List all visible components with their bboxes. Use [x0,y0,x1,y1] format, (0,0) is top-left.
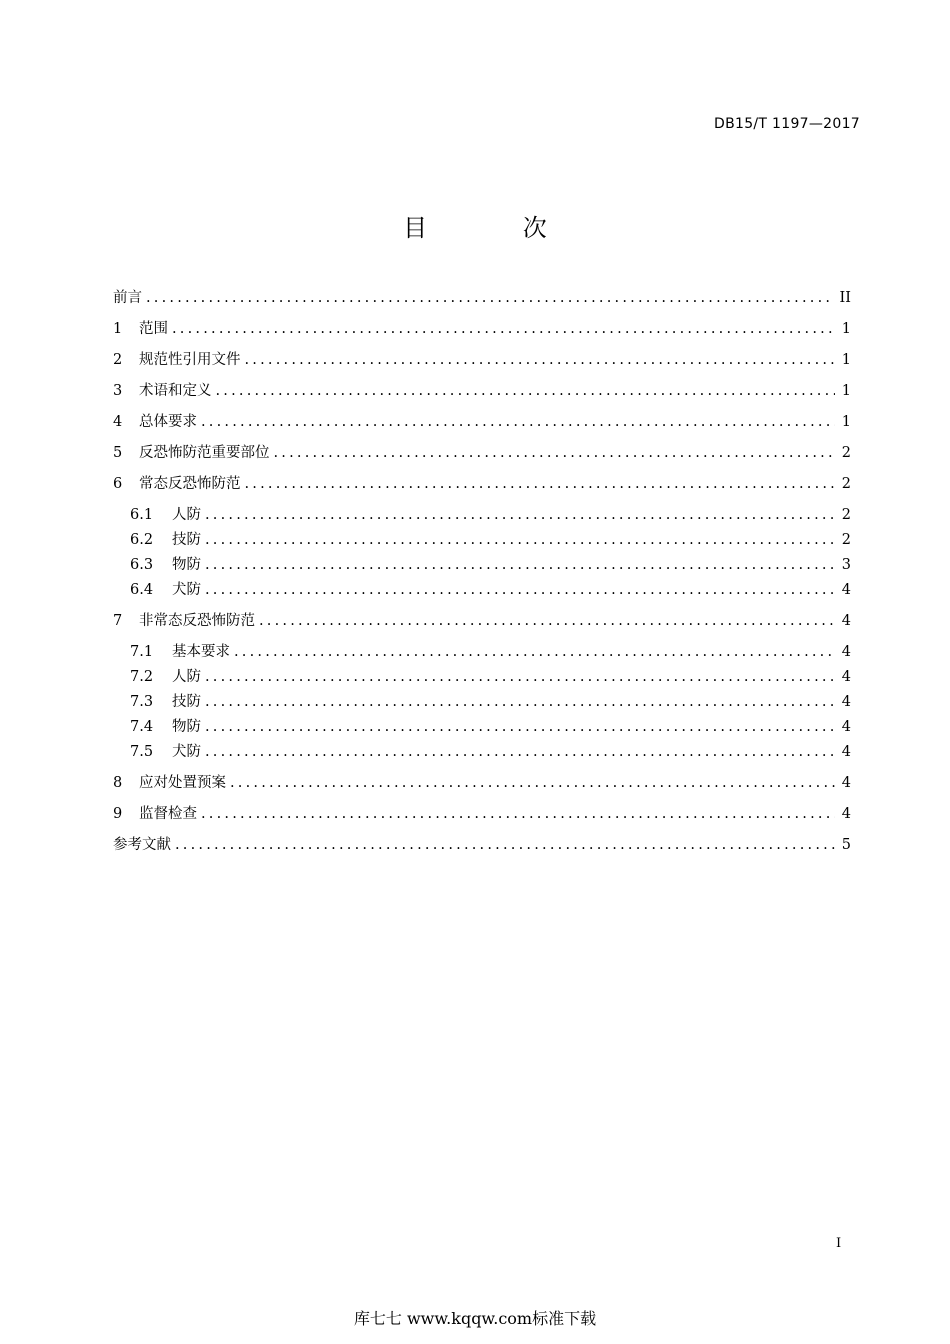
toc-dot-leader [259,611,835,631]
toc-entry[interactable] [113,319,851,339]
page-title: 目 次 [403,214,591,242]
toc-dot-leader [175,835,835,855]
toc-entry-page: 4 [841,582,851,598]
toc-entry[interactable] [113,555,851,575]
toc-entry-page: 2 [841,476,851,492]
toc-entry-label: 物防 [172,557,201,573]
toc-entry-page: 3 [841,557,851,573]
toc-entry-label: 术语和定义 [139,383,212,399]
toc-entry-page: 4 [841,775,851,791]
toc-entry[interactable] [113,742,851,762]
toc-entry-number: 2 [113,352,123,368]
toc-entry[interactable] [113,412,851,432]
toc-dot-leader [234,642,835,662]
toc-entry-label: 监督检查 [139,806,197,822]
toc-entry-page: 4 [841,694,851,710]
toc-entry-label: 规范性引用文件 [139,352,241,368]
toc-entry[interactable] [113,443,851,463]
toc-entry-label: 反恐怖防范重要部位 [139,445,270,461]
toc-entry-label: 人防 [172,507,201,523]
toc-entry-number: 7.4 [130,719,154,735]
toc-dot-leader [205,505,835,525]
toc-entry-number: 7.3 [130,694,154,710]
toc-entry-page: 4 [841,719,851,735]
toc-entry-label: 总体要求 [139,414,197,430]
toc-entry-label: 基本要求 [172,644,230,660]
toc-entry-number: 9 [113,806,123,822]
toc-dot-leader [245,350,836,370]
toc-entry-page: 4 [841,644,851,660]
toc-dot-leader [205,530,835,550]
toc-entry-page: 2 [841,507,851,523]
toc-entry[interactable] [113,804,851,824]
toc-dot-leader [205,692,835,712]
toc-dot-leader [205,555,835,575]
table-of-contents [113,288,851,855]
toc-entry-page: 1 [841,414,851,430]
toc-entry[interactable] [113,350,851,370]
toc-dot-leader [230,773,835,793]
toc-entry-page: 1 [841,321,851,337]
page-number: I [836,1236,842,1251]
toc-entry-number: 3 [113,383,123,399]
toc-dot-leader [201,412,835,432]
toc-entry-number: 6.3 [130,557,154,573]
toc-entry-number: 4 [113,414,123,430]
toc-entry-page: 1 [841,352,851,368]
toc-dot-leader [205,717,835,737]
toc-entry[interactable] [113,773,851,793]
toc-entry-label: 技防 [172,532,201,548]
toc-entry-page: 2 [841,445,851,461]
toc-entry-page: 4 [841,806,851,822]
toc-entry-page: 5 [841,837,851,853]
toc-entry-number: 7.2 [130,669,154,685]
toc-dot-leader [274,443,836,463]
toc-entry[interactable] [113,288,851,308]
toc-entry[interactable] [113,835,851,855]
toc-entry-label: 参考文献 [113,837,171,853]
toc-entry-number: 5 [113,445,123,461]
toc-entry[interactable] [113,474,851,494]
toc-dot-leader [216,381,836,401]
toc-entry-number: 8 [113,775,123,791]
toc-entry-label: 范围 [139,321,168,337]
toc-entry-number: 6.2 [130,532,154,548]
toc-entry[interactable] [113,667,851,687]
toc-entry-number: 7.1 [130,644,154,660]
footer-watermark: 库七七 www.kqqw.com标准下载 [353,1309,597,1328]
toc-entry[interactable] [113,580,851,600]
toc-entry[interactable] [113,505,851,525]
toc-entry-page: 4 [841,613,851,629]
toc-entry-number: 6.4 [130,582,154,598]
toc-entry[interactable] [113,642,851,662]
toc-entry-number: 1 [113,321,123,337]
toc-entry-number: 6 [113,476,123,492]
toc-entry-label: 犬防 [172,582,201,598]
toc-entry-page: II [839,290,851,306]
toc-entry-label: 非常态反恐怖防范 [139,613,255,629]
toc-entry-label: 常态反恐怖防范 [139,476,241,492]
toc-entry[interactable] [113,717,851,737]
toc-entry-page: 4 [841,744,851,760]
toc-dot-leader [245,474,836,494]
toc-dot-leader [172,319,835,339]
toc-entry-label: 技防 [172,694,201,710]
toc-entry-label: 犬防 [172,744,201,760]
toc-entry-page: 4 [841,669,851,685]
toc-entry-number: 6.1 [130,507,154,523]
toc-dot-leader [205,742,835,762]
document-code: DB15/T 1197—2017 [714,116,860,132]
toc-entry-page: 2 [841,532,851,548]
toc-entry[interactable] [113,611,851,631]
toc-entry-number: 7 [113,613,123,629]
toc-entry[interactable] [113,530,851,550]
toc-entry[interactable] [113,692,851,712]
toc-entry-page: 1 [841,383,851,399]
toc-dot-leader [205,667,835,687]
toc-entry-number: 7.5 [130,744,154,760]
toc-entry-label: 物防 [172,719,201,735]
toc-entry[interactable] [113,381,851,401]
toc-dot-leader [146,288,834,308]
toc-dot-leader [201,804,835,824]
toc-entry-label: 前言 [113,290,142,306]
toc-entry-label: 人防 [172,669,201,685]
toc-dot-leader [205,580,835,600]
toc-entry-label: 应对处置预案 [139,775,226,791]
